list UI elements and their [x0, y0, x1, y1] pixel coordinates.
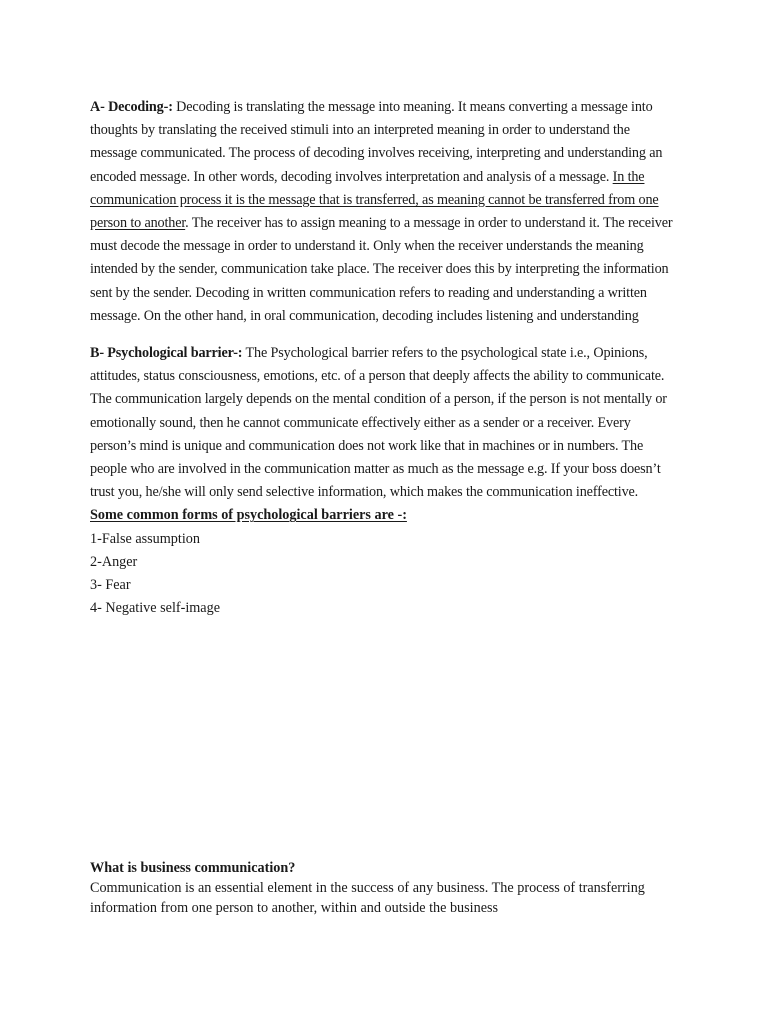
- decoding-underlined-text: In the communication process it is the message that is transferred, as meaning cannot be transferred from one person to another: [90, 168, 659, 232]
- list-item: 1-False assumption: [90, 530, 200, 547]
- decoding-text-part-1: Decoding is translating the message into meaning. It means converting a message into thoughts by translating the received stimuli into an interpreted meaning in order to understand the message communicated. The process of decoding involves receiving, interpreting and understanding an encoded message. In other words, decoding involves interpretation and analysis of a message.: [90, 99, 663, 185]
- barriers-list-heading: Some common forms of psychological barriers are -:: [90, 507, 407, 524]
- psychological-barrier-paragraph: [90, 342, 680, 504]
- list-item: 2-Anger: [90, 553, 138, 570]
- business-communication-heading: What is business communication?: [90, 860, 296, 876]
- business-communication-section: [90, 859, 680, 918]
- psychological-barrier-text: The Psychological barrier refers to the psychological state i.e., Opinions, attitudes, status consciousness, emotions, etc. of a person that deeply affects the ability to communicate. The communication largely depends on the mental condition of a person, if the person is not mentally or emotionally sound, then he cannot communicate effectively either as a sender or a receiver. Every person’s mind is unique and communication does not work like that in machines or in numbers. The people who are involved in the communication matter as much as the message e.g. If your boss doesn’t trust you, he/she will only send selective information, which makes the communication ineffective.: [90, 345, 667, 501]
- decoding-paragraph: [90, 96, 680, 328]
- document-page: [90, 96, 680, 620]
- barriers-list: [90, 528, 680, 621]
- list-item: 4- Negative self-image: [90, 600, 220, 617]
- psychological-barrier-label: B- Psychological barrier-:: [90, 345, 243, 362]
- decoding-text-part-2: . The receiver has to assign meaning to a message in order to understand it. The receiver must decode the message in order to understand it. Only when the receiver understands the meaning intended by the sender, communication take place. The receiver does this by interpreting the information sent by the sender. Decoding in written communication refers to reading and understanding a written message. On the other hand, in oral communication, decoding includes listening and understanding: [90, 215, 673, 324]
- business-communication-text: Communication is an essential element in the success of any business. The process of transferring information from one person to another, within and outside the business: [90, 879, 645, 916]
- list-item: 3- Fear: [90, 577, 131, 594]
- decoding-label: A- Decoding-:: [90, 99, 173, 115]
